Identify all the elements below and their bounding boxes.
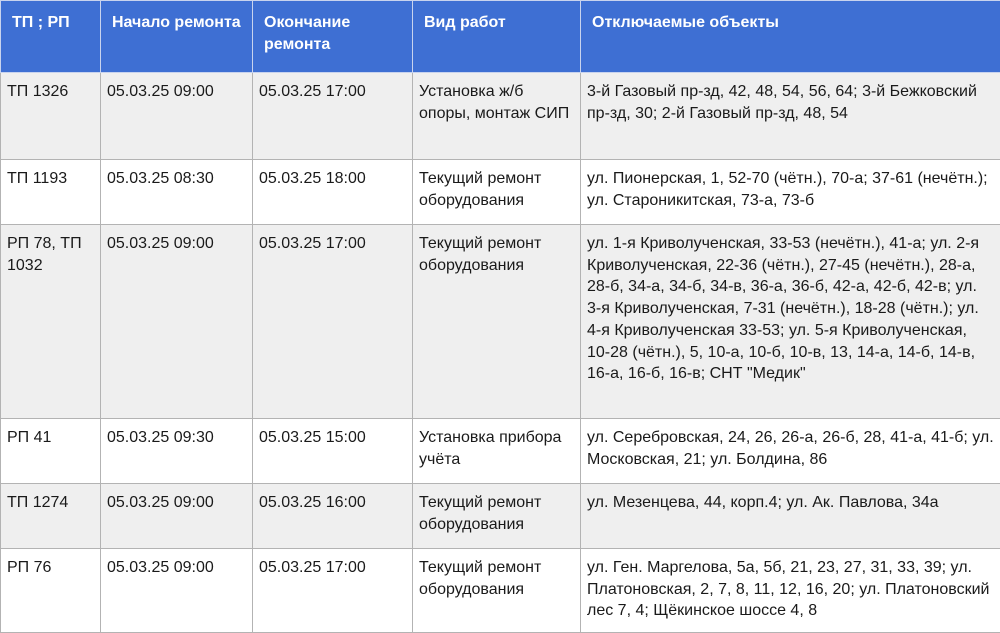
header-row (1, 1, 1000, 73)
cell-start: 05.03.25 09:00 (101, 549, 253, 633)
cell-end: 05.03.25 16:00 (253, 484, 413, 549)
cell-end: 05.03.25 18:00 (253, 160, 413, 225)
cell-start: 05.03.25 08:30 (101, 160, 253, 225)
cell-objects: ул. 1-я Криволученская, 33-53 (нечётн.), 41-а; ул. 2-я Криволученская, 22-36 (чётн.), 27-45 (нечётн.), 28-а, 28-б, 34-а, 34-б, 34-в, 36-а, 36-б, 42-а, 42-б, 42-в; ул. 3-я Криволученская, 7-31 (нечётн.), 18-28 (чётн.); ул. 4-я Криволученская 33-53; ул. 5-я Криволученская, 10-28 (чётн.), 5, 10-а, 10-б, 10-в, 13, 14-а, 14-б, 14-в, 16-а, 16-б, 16-в; СНТ "Медик" (581, 225, 1000, 419)
cell-work-type: Текущий ремонт оборудования (413, 225, 581, 419)
cell-station: ТП 1326 (1, 73, 101, 160)
cell-work-type: Текущий ремонт оборудования (413, 160, 581, 225)
table-body (1, 73, 1000, 633)
cell-objects: ул. Мезенцева, 44, корп.4; ул. Ак. Павлова, 34а (581, 484, 1000, 549)
header-start: Начало ремонта (101, 1, 253, 73)
cell-station: ТП 1274 (1, 484, 101, 549)
cell-work-type: Установка прибора учёта (413, 419, 581, 484)
cell-objects: ул. Пионерская, 1, 52-70 (чётн.), 70-а; 37-61 (нечётн.); ул. Староникитская, 73-а, 73-б (581, 160, 1000, 225)
cell-start: 05.03.25 09:00 (101, 73, 253, 160)
header-end: Окончание ремонта (253, 1, 413, 73)
table-row (1, 549, 1000, 633)
cell-objects: 3-й Газовый пр-зд, 42, 48, 54, 56, 64; 3-й Бежковский пр-зд, 30; 2-й Газовый пр-зд, 48, 54 (581, 73, 1000, 160)
cell-work-type: Текущий ремонт оборудования (413, 484, 581, 549)
header-objects: Отключаемые объекты (581, 1, 1000, 73)
cell-work-type: Текущий ремонт оборудования (413, 549, 581, 633)
cell-start: 05.03.25 09:00 (101, 225, 253, 419)
header-station: ТП ; РП (1, 1, 101, 73)
table-row (1, 484, 1000, 549)
cell-start: 05.03.25 09:00 (101, 484, 253, 549)
cell-end: 05.03.25 15:00 (253, 419, 413, 484)
cell-objects: ул. Серебровская, 24, 26, 26-а, 26-б, 28, 41-а, 41-б; ул. Московская, 21; ул. Болдина, 86 (581, 419, 1000, 484)
cell-end: 05.03.25 17:00 (253, 73, 413, 160)
table-row (1, 160, 1000, 225)
cell-objects: ул. Ген. Маргелова, 5а, 5б, 21, 23, 27, 31, 33, 39; ул. Платоновская, 2, 7, 8, 11, 12, 16, 20; ул. Платоновский лес 7, 4; Щёкинское шоссе 4, 8 (581, 549, 1000, 633)
cell-station: РП 76 (1, 549, 101, 633)
cell-station: ТП 1193 (1, 160, 101, 225)
cell-station: РП 78, ТП 1032 (1, 225, 101, 419)
table-row (1, 73, 1000, 160)
cell-station: РП 41 (1, 419, 101, 484)
cell-end: 05.03.25 17:00 (253, 549, 413, 633)
cell-start: 05.03.25 09:30 (101, 419, 253, 484)
table-header (1, 1, 1000, 73)
cell-work-type: Установка ж/б опоры, монтаж СИП (413, 73, 581, 160)
table-row (1, 419, 1000, 484)
cell-end: 05.03.25 17:00 (253, 225, 413, 419)
table-row (1, 225, 1000, 419)
header-work-type: Вид работ (413, 1, 581, 73)
